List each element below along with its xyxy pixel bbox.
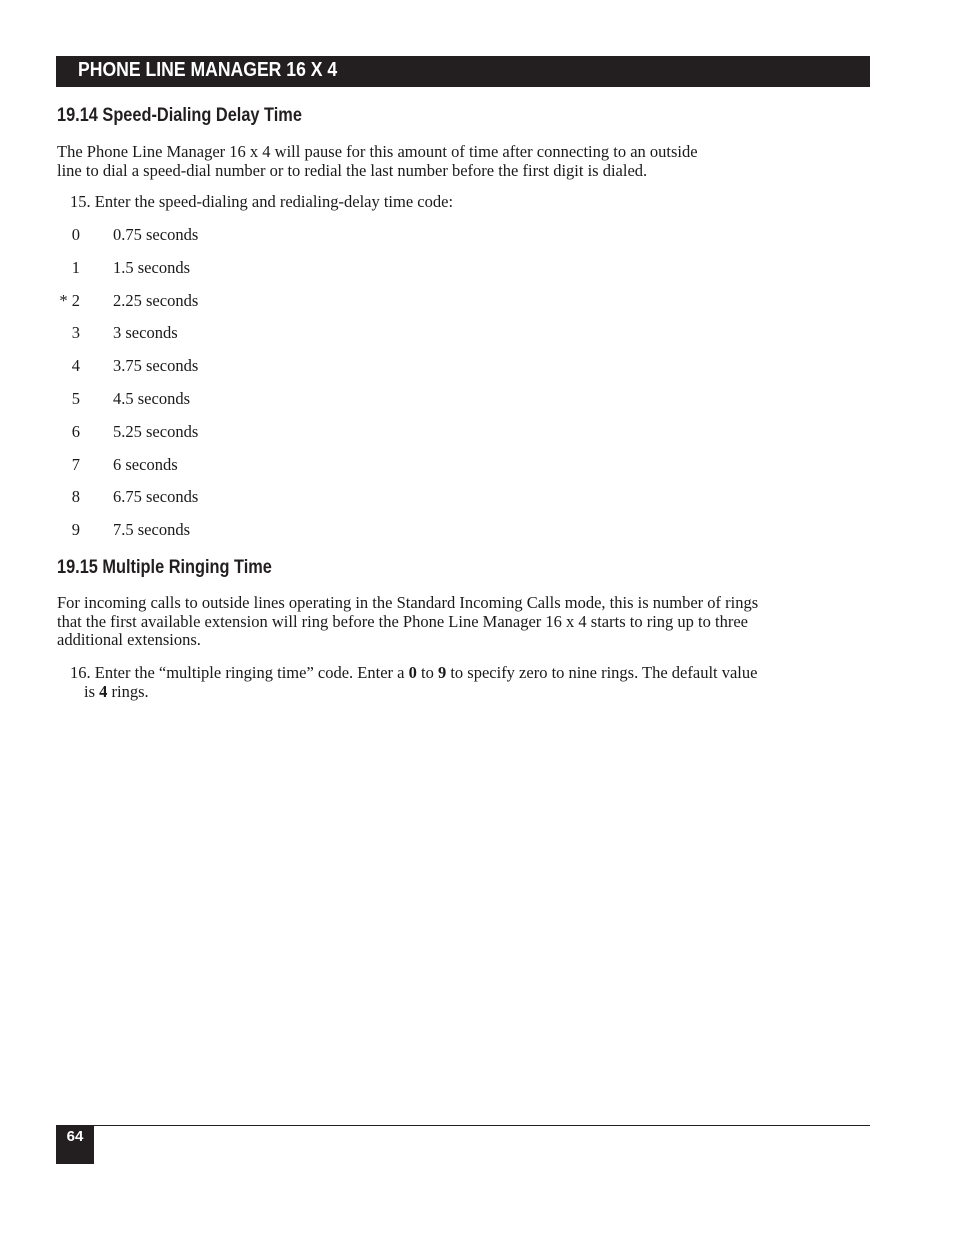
footer-rule bbox=[56, 1125, 870, 1126]
running-header-title: PHONE LINE MANAGER 16 X 4 bbox=[78, 59, 338, 81]
step-16-text: is bbox=[84, 682, 100, 701]
intro-line: line to dial a speed-dial number or to redial the last number before the first digit is dialed. bbox=[57, 160, 648, 180]
delay-code: 5 bbox=[71, 389, 80, 408]
delay-description: 3.75 seconds bbox=[113, 356, 199, 376]
delay-description: 6 seconds bbox=[113, 454, 178, 474]
delay-description: 1.5 seconds bbox=[113, 257, 190, 277]
section-heading-19-15: 19.15 Multiple Ringing Time bbox=[57, 557, 272, 578]
page-number: 64 bbox=[66, 1128, 84, 1145]
intro-line: For incoming calls to outside lines operating in the Standard Incoming Calls mode, this is number of rings bbox=[57, 593, 759, 612]
step-16-bold-max: 9 bbox=[437, 663, 447, 682]
delay-description: 6.75 seconds bbox=[113, 487, 199, 507]
delay-code: 4 bbox=[71, 356, 80, 376]
step-16-text: to bbox=[416, 663, 438, 682]
delay-code: * 2 bbox=[59, 290, 80, 310]
delay-code: 1 bbox=[71, 257, 80, 277]
delay-description: 7.5 seconds bbox=[113, 520, 190, 540]
intro-line: additional extensions. bbox=[57, 630, 201, 649]
step-16-text: to specify zero to nine rings. The default value bbox=[446, 663, 758, 682]
delay-code: 0 bbox=[71, 225, 80, 244]
delay-code: 8 bbox=[71, 487, 80, 507]
running-header bbox=[56, 56, 870, 87]
intro-line: that the first available extension will ring before the Phone Line Manager 16 x 4 starts to ring up to three bbox=[57, 611, 748, 631]
delay-code: 3 bbox=[71, 323, 80, 343]
section-19-14-intro bbox=[57, 143, 857, 180]
intro-line: The Phone Line Manager 16 x 4 will pause for this amount of time after connecting to an outside bbox=[57, 142, 698, 161]
step-16-bold-min: 0 bbox=[408, 663, 417, 682]
step-16-text: rings. bbox=[107, 682, 149, 701]
page-number-box bbox=[56, 1125, 94, 1164]
step-15: 15. Enter the speed-dialing and redialing-delay time code: bbox=[70, 192, 454, 211]
delay-code: 6 bbox=[71, 421, 80, 441]
section-19-15-intro bbox=[57, 594, 857, 650]
delay-code: 7 bbox=[71, 454, 80, 474]
delay-description: 4.5 seconds bbox=[113, 389, 190, 408]
delay-description: 0.75 seconds bbox=[113, 225, 199, 244]
step-16 bbox=[70, 663, 757, 682]
delay-description: 2.25 seconds bbox=[113, 290, 199, 310]
step-16-bold-default: 4 bbox=[99, 682, 108, 701]
section-heading-19-14: 19.14 Speed-Dialing Delay Time bbox=[57, 105, 302, 126]
delay-code: 9 bbox=[71, 520, 80, 540]
delay-description: 3 seconds bbox=[113, 323, 178, 343]
delay-description: 5.25 seconds bbox=[113, 421, 199, 441]
step-16-text: 16. Enter the “multiple ringing time” code. Enter a bbox=[70, 663, 409, 682]
step-16-continued bbox=[84, 682, 149, 701]
